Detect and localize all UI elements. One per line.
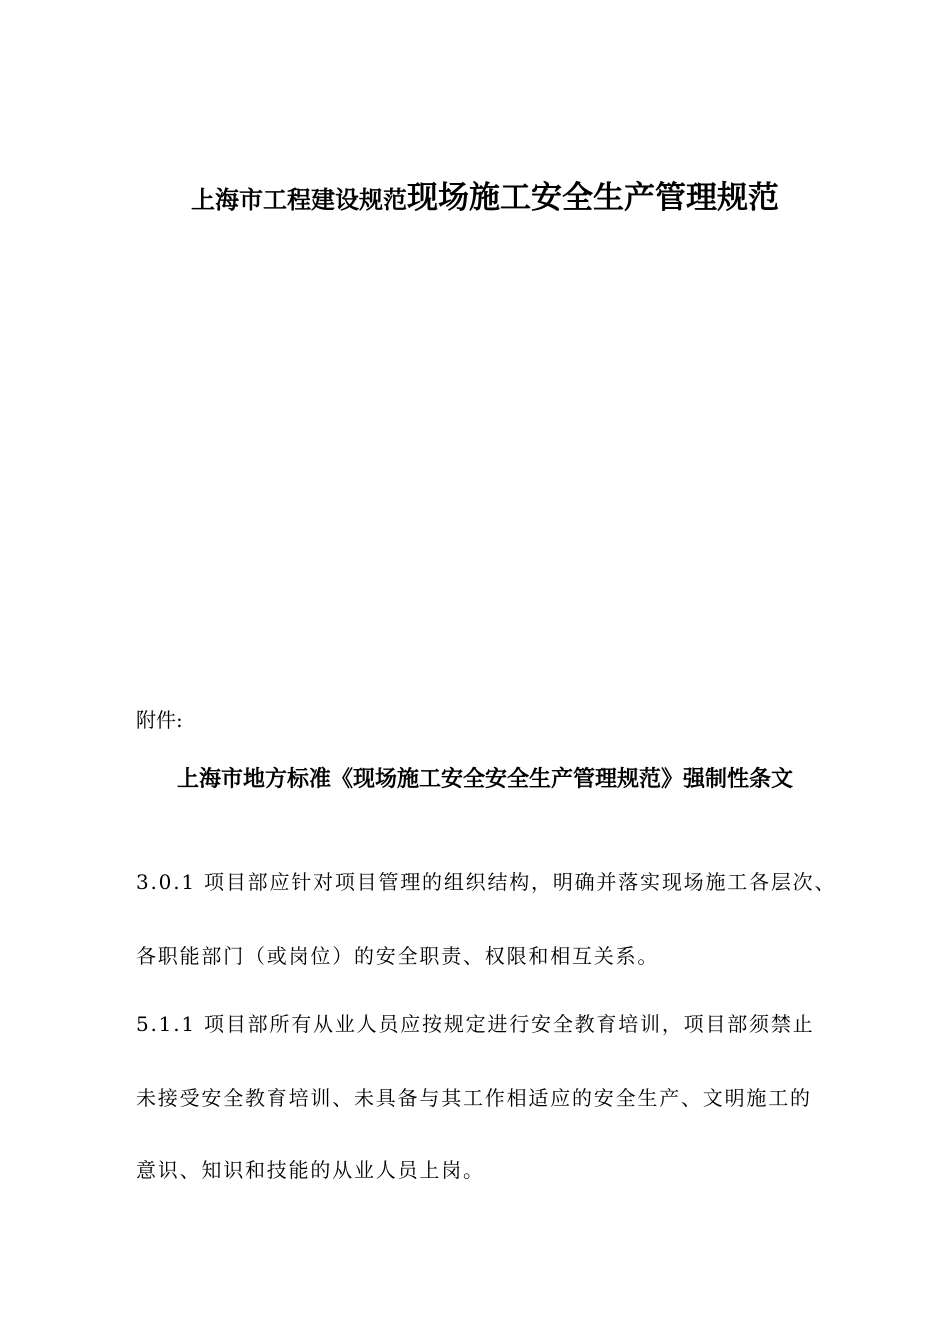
title-main: 现场施工安全生产管理规范 [407,180,779,216]
document-title [120,170,850,231]
clause-line: 未接受安全教育培训、未具备与其工作相适应的安全生产、文明施工的 [136,1086,812,1110]
clause-line: 3.0.1 项目部应针对项目管理的组织结构，明确并落实现场施工各层次、 [136,870,837,894]
clause-line: 5.1.1 项目部所有从业人员应按规定进行安全教育培训，项目部须禁止 [136,1012,815,1036]
title-prefix: 上海市工程建设规范 [191,186,407,214]
clause-line: 各职能部门（或岗位）的安全职责、权限和相互关系。 [136,944,660,968]
attachment-label: 附件: [136,708,183,732]
standard-subtitle: 上海市地方标准《现场施工安全安全生产管理规范》强制性条文 [176,767,793,792]
clause-line: 意识、知识和技能的从业人员上岗。 [136,1158,485,1182]
